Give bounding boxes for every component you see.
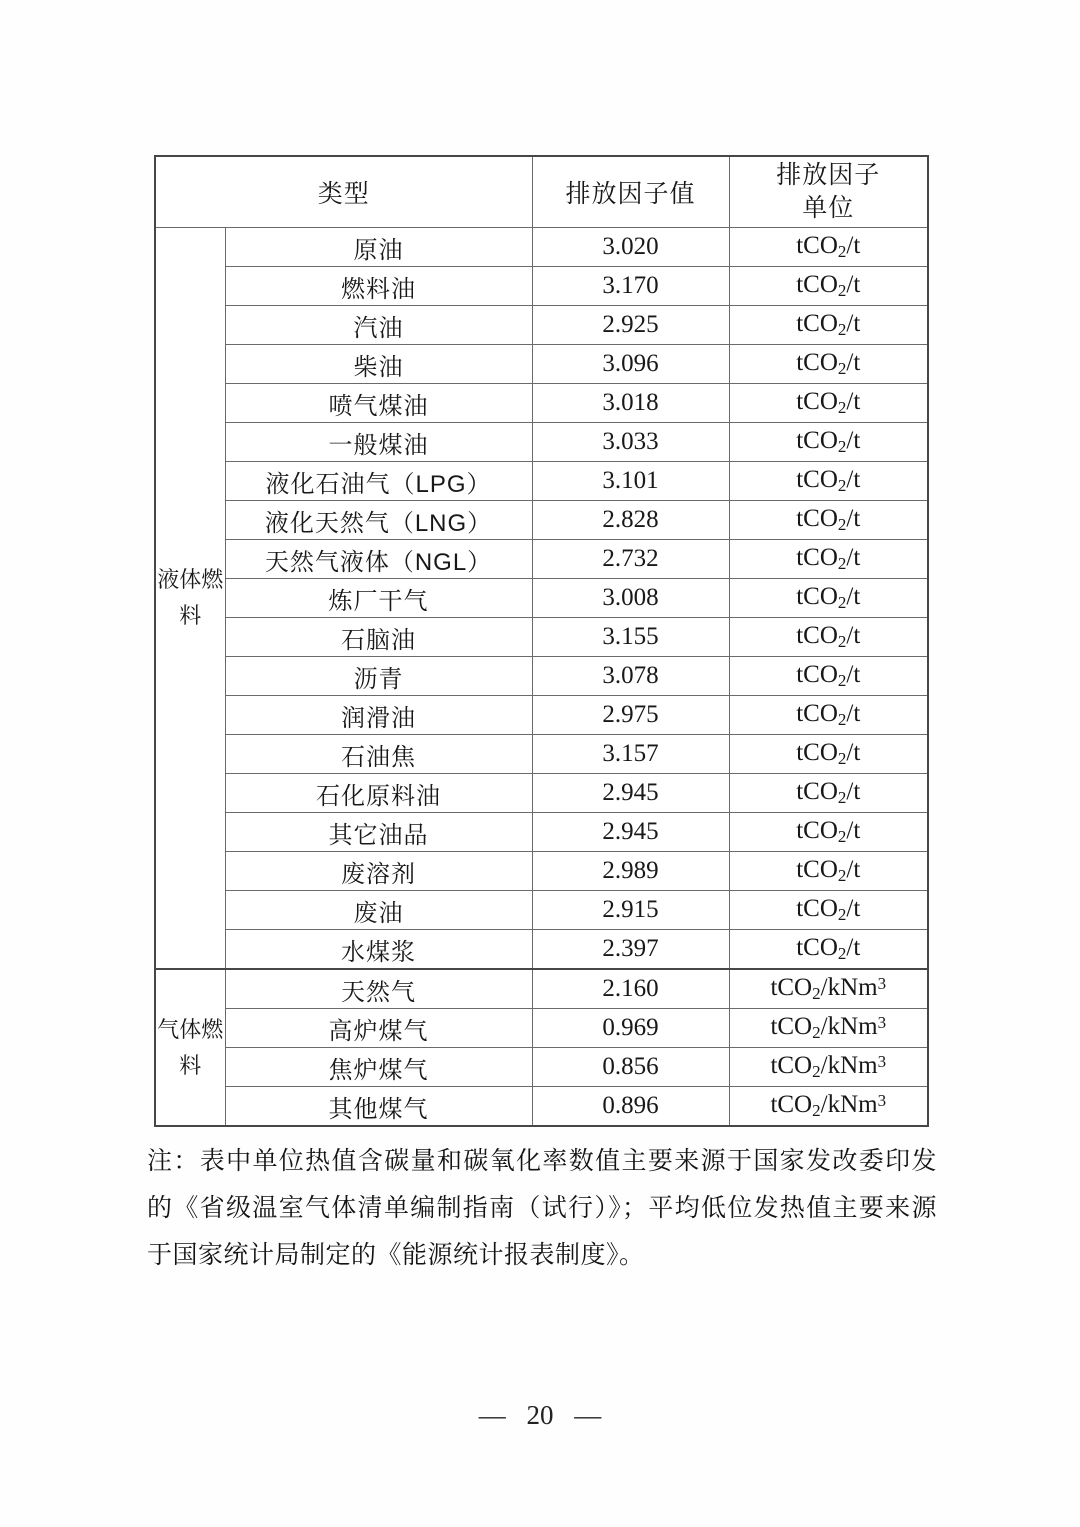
table-row <box>155 579 928 618</box>
emission-factor-value: 2.828 <box>532 501 729 540</box>
emission-factor-value: 3.157 <box>532 735 729 774</box>
table-row <box>155 462 928 501</box>
fuel-name: 天然气 <box>225 969 532 1009</box>
fuel-name: 高炉煤气 <box>225 1009 532 1048</box>
emission-factor-value: 2.945 <box>532 774 729 813</box>
fuel-name: 燃料油 <box>225 267 532 306</box>
table-row <box>155 1087 928 1127</box>
emission-factor-value: 0.969 <box>532 1009 729 1048</box>
fuel-name: 水煤浆 <box>225 930 532 970</box>
table-row <box>155 657 928 696</box>
table-row <box>155 813 928 852</box>
table-row <box>155 930 928 970</box>
col-header-value: 排放因子值 <box>532 156 729 228</box>
emission-factor-unit: tCO$_2$/t <box>729 228 928 267</box>
fuel-name: 炼厂干气 <box>225 579 532 618</box>
fuel-name: 润滑油 <box>225 696 532 735</box>
emission-factor-unit: tCO$_2$/kNm$^3$ <box>729 969 928 1009</box>
table-row <box>155 306 928 345</box>
table-row <box>155 969 928 1009</box>
fuel-name: 石化原料油 <box>225 774 532 813</box>
emission-factor-value: 2.975 <box>532 696 729 735</box>
table-row <box>155 267 928 306</box>
emission-factor-value: 2.945 <box>532 813 729 852</box>
emission-factor-value: 3.170 <box>532 267 729 306</box>
emission-factor-value: 2.732 <box>532 540 729 579</box>
emission-factor-value: 2.160 <box>532 969 729 1009</box>
fuel-name: 废溶剂 <box>225 852 532 891</box>
table-row <box>155 696 928 735</box>
emission-factor-value: 3.033 <box>532 423 729 462</box>
table-row <box>155 618 928 657</box>
table-row <box>155 891 928 930</box>
page-number: — 20 — <box>478 1400 602 1430</box>
table-body <box>155 228 928 1127</box>
fuel-name: 其它油品 <box>225 813 532 852</box>
emission-factor-unit: tCO$_2$/t <box>729 501 928 540</box>
fuel-group-label: 气体燃料 <box>155 969 225 1126</box>
emission-factor-unit: tCO$_2$/t <box>729 930 928 970</box>
emission-factor-unit: tCO$_2$/t <box>729 540 928 579</box>
table-row <box>155 1048 928 1087</box>
fuel-name: 焦炉煤气 <box>225 1048 532 1087</box>
emission-factor-value: 3.020 <box>532 228 729 267</box>
emission-factor-unit: tCO$_2$/t <box>729 345 928 384</box>
emission-factor-value: 2.397 <box>532 930 729 970</box>
table-row <box>155 852 928 891</box>
fuel-name: 柴油 <box>225 345 532 384</box>
fuel-name: 喷气煤油 <box>225 384 532 423</box>
col-header-unit-line2: 单位 <box>802 194 855 222</box>
emission-factor-unit: tCO$_2$/t <box>729 579 928 618</box>
fuel-name: 其他煤气 <box>225 1087 532 1127</box>
emission-factor-unit: tCO$_2$/t <box>729 696 928 735</box>
emission-factor-value: 3.078 <box>532 657 729 696</box>
table-row <box>155 345 928 384</box>
emission-factor-unit: tCO$_2$/t <box>729 618 928 657</box>
emission-factor-unit: tCO$_2$/t <box>729 306 928 345</box>
fuel-group-label: 液体燃料 <box>155 228 225 970</box>
emission-factor-value: 3.018 <box>532 384 729 423</box>
emission-factor-value: 2.915 <box>532 891 729 930</box>
emission-factor-unit: tCO$_2$/kNm$^3$ <box>729 1009 928 1048</box>
fuel-name: 石脑油 <box>225 618 532 657</box>
emission-factor-unit: tCO$_2$/t <box>729 852 928 891</box>
fuel-name: 废油 <box>225 891 532 930</box>
emission-factor-unit: tCO$_2$/t <box>729 267 928 306</box>
emission-factor-value: 3.096 <box>532 345 729 384</box>
table-row <box>155 228 928 267</box>
table-row <box>155 774 928 813</box>
table-row <box>155 540 928 579</box>
emission-factor-value: 3.101 <box>532 462 729 501</box>
emission-factor-unit: tCO$_2$/t <box>729 384 928 423</box>
emission-factor-unit: tCO$_2$/kNm$^3$ <box>729 1087 928 1127</box>
fuel-name: 天然气液体（NGL） <box>225 540 532 579</box>
emission-factor-table <box>154 155 929 1127</box>
emission-factor-unit: tCO$_2$/t <box>729 735 928 774</box>
fuel-name: 一般煤油 <box>225 423 532 462</box>
emission-factor-unit: tCO$_2$/t <box>729 657 928 696</box>
table-row <box>155 735 928 774</box>
fuel-name: 液化石油气（LPG） <box>225 462 532 501</box>
fuel-name: 液化天然气（LNG） <box>225 501 532 540</box>
emission-factor-unit: tCO$_2$/t <box>729 813 928 852</box>
fuel-name: 石油焦 <box>225 735 532 774</box>
emission-factor-unit: tCO$_2$/t <box>729 774 928 813</box>
emission-factor-value: 3.155 <box>532 618 729 657</box>
emission-factor-value: 0.856 <box>532 1048 729 1087</box>
emission-factor-unit: tCO$_2$/t <box>729 423 928 462</box>
emission-factor-value: 2.989 <box>532 852 729 891</box>
fuel-name: 原油 <box>225 228 532 267</box>
emission-factor-value: 2.925 <box>532 306 729 345</box>
table-row <box>155 1009 928 1048</box>
col-header-type: 类型 <box>155 156 532 228</box>
emission-factor-value: 3.008 <box>532 579 729 618</box>
emission-factor-unit: tCO$_2$/t <box>729 462 928 501</box>
fuel-name: 沥青 <box>225 657 532 696</box>
table-note: 注：表中单位热值含碳量和碳氧化率数值主要来源于国家发改委印发的《省级温室气体清单编制指南（试行）》；平均低位发热值主要来源于国家统计局制定的《能源统计报表制度》。 <box>147 1147 937 1269</box>
fuel-name: 汽油 <box>225 306 532 345</box>
table-row <box>155 423 928 462</box>
emission-factor-unit: tCO$_2$/kNm$^3$ <box>729 1048 928 1087</box>
emission-factor-unit: tCO$_2$/t <box>729 891 928 930</box>
col-header-unit <box>729 156 928 228</box>
table-row <box>155 384 928 423</box>
table-row <box>155 501 928 540</box>
table-header-row <box>155 156 928 228</box>
col-header-unit-line1: 排放因子 <box>776 161 881 189</box>
emission-factor-value: 0.896 <box>532 1087 729 1127</box>
